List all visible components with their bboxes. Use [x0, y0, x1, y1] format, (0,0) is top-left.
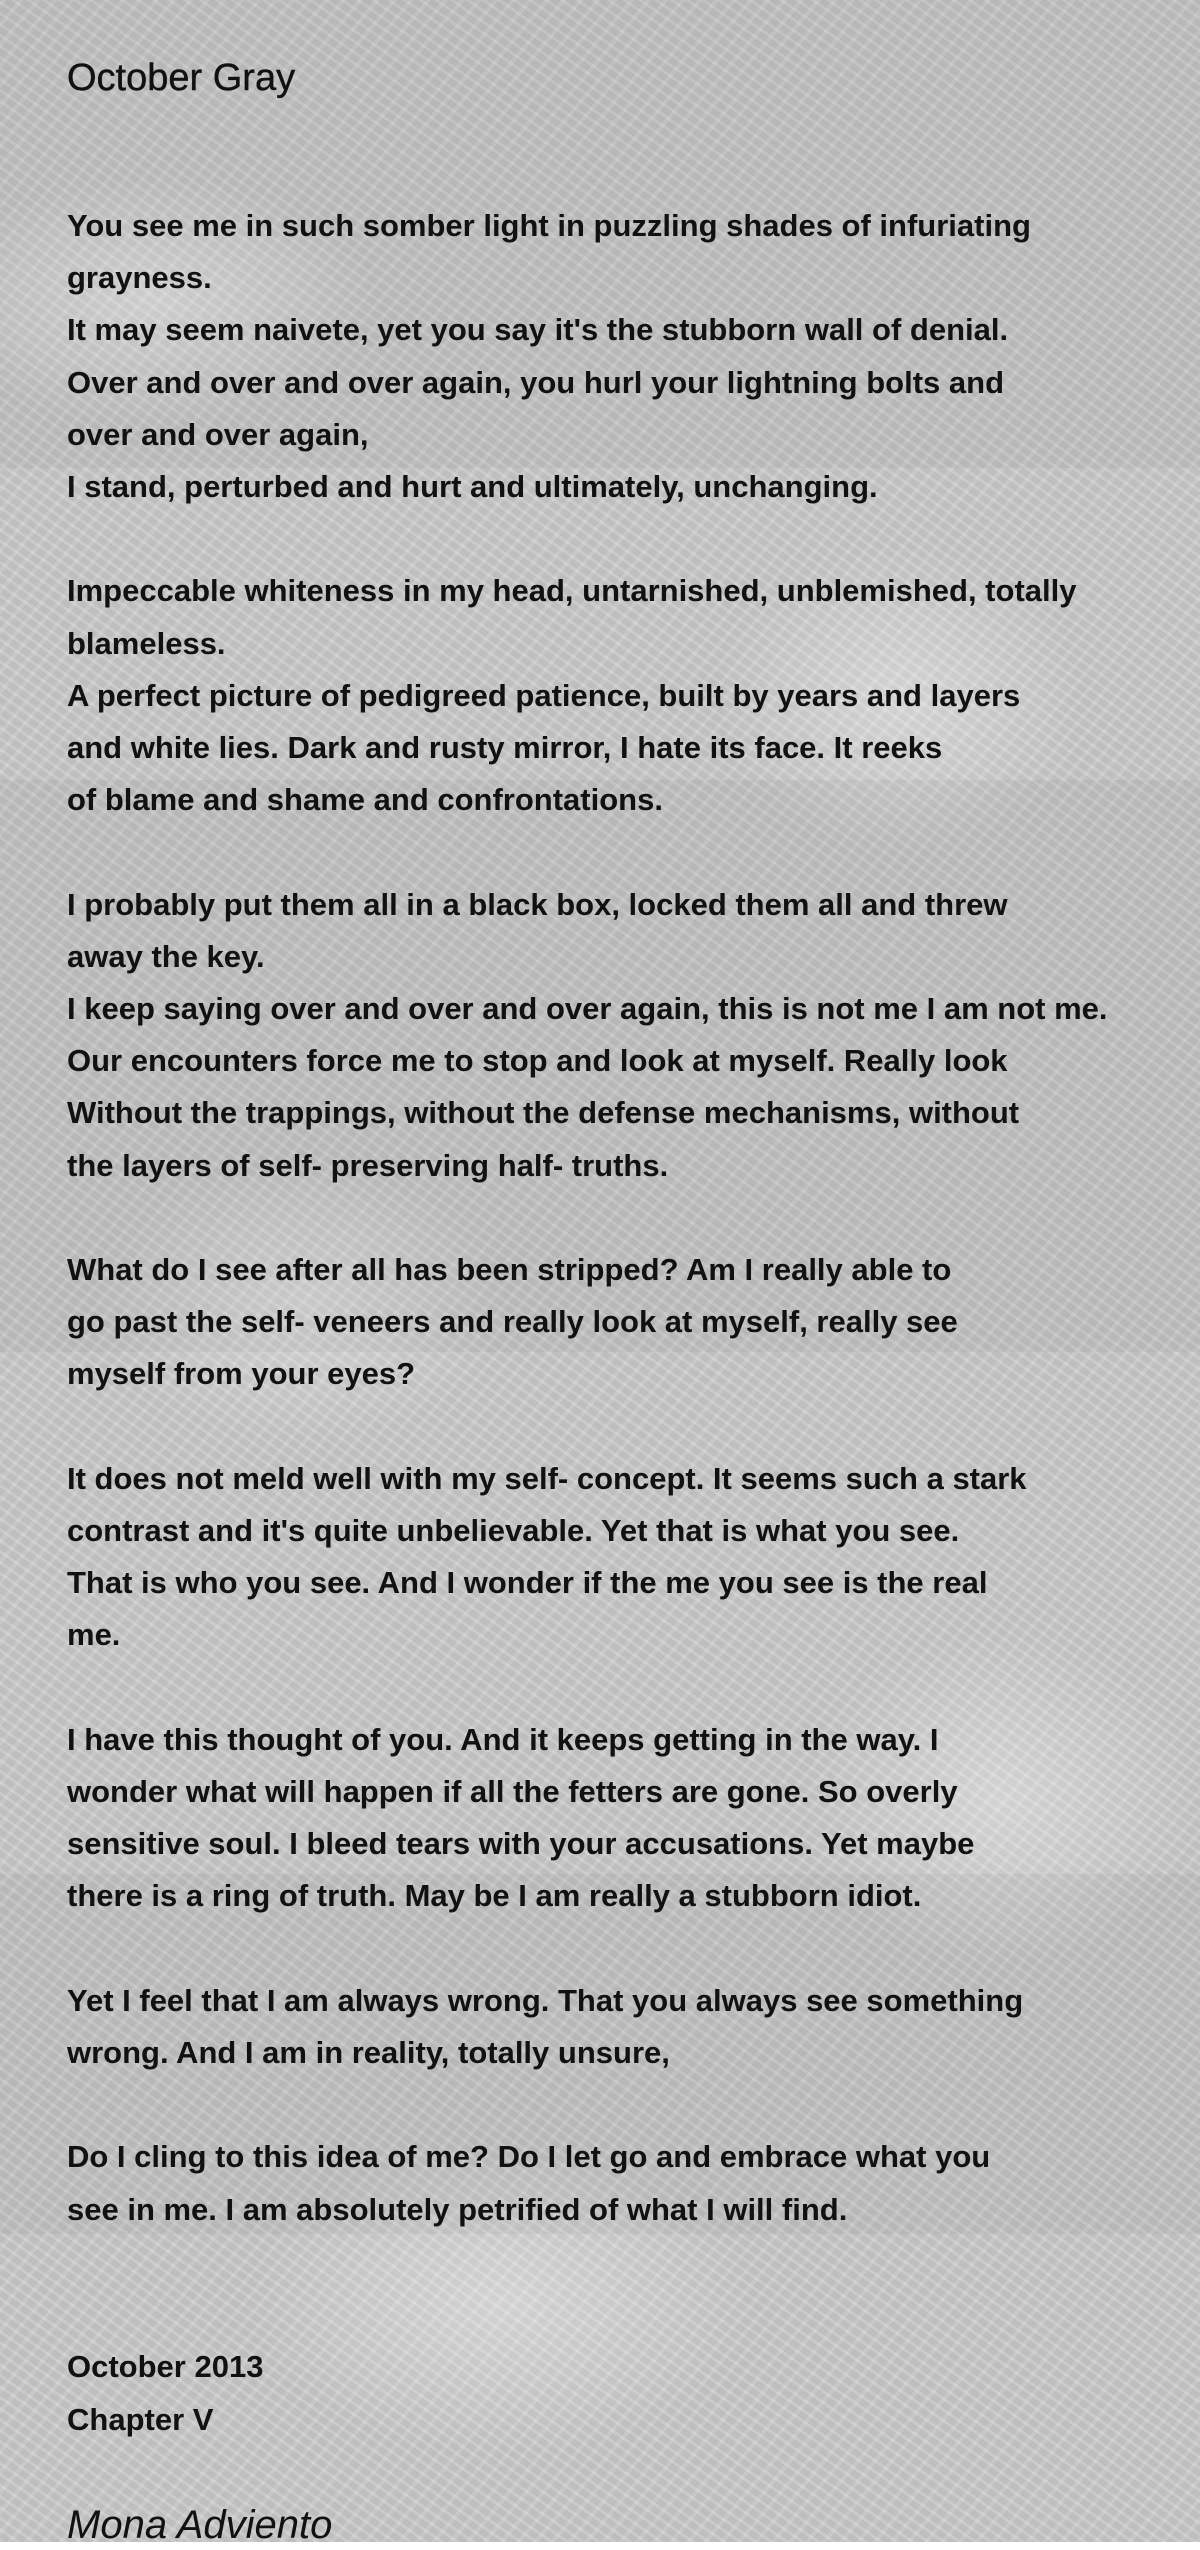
poem-stanza: I probably put them all in a black box, locked them all and threw away the key. I keep saying over and over and over again, this is not me I am not me. Our encounters force me to stop and look at myself. Really look Without the trappings, without the defense mechanisms, without the layers of self- preserving half- truths. [67, 886, 1108, 1183]
poem-author: Mona Adviento [67, 2502, 333, 2547]
poem-stanza: It does not meld well with my self- concept. It seems such a stark contrast and it's quite unbelievable. Yet that is what you see. That is who you see. And I wonder if the me you see is the real me. [67, 1460, 1027, 1653]
poem-chapter: Chapter V [67, 2401, 214, 2437]
poem-stanza: Impeccable whiteness in my head, untarnished, unblemished, totally blameless. A perfect picture of pedigreed patience, built by years and layers and white lies. Dark and rusty mirror, I hate its face. It reeks of blame and shame and confrontations. [67, 573, 1077, 818]
poem-stanza: You see me in such somber light in puzzling shades of infuriating grayness. It may seem naivete, yet you say it's the stubborn wall of denial. Over and over and over again, you hurl your lightning bolts and over and over again, I stand, perturbed and hurt and ultimately, unchanging. [67, 208, 1031, 505]
poem-stanza: Do I cling to this idea of me? Do I let go and embrace what you see in me. I am absolutely petrified of what I will find. [67, 2139, 991, 2227]
poem-title: October Gray [67, 57, 296, 99]
poem-stanza: What do I see after all has been stripped? Am I really able to go past the self- veneers and really look at myself, really see myself from your eyes? [67, 1252, 958, 1392]
poem-card [67, 50, 1177, 2550]
poem-stanza: Yet I feel that I am always wrong. That you always see something wrong. And I am in reality, totally unsure, [67, 1982, 1024, 2071]
poem-date: October 2013 [67, 2348, 264, 2384]
poem-body [67, 200, 1177, 2236]
poem-stanza: I have this thought of you. And it keeps getting in the way. I wonder what will happen if all the fetters are gone. So overly sensitive soul. I bleed tears with your accusations. Yet maybe there is a ring of truth. May be I am really a stubborn idiot. [67, 1721, 975, 1914]
poem-footer [67, 2340, 1177, 2446]
